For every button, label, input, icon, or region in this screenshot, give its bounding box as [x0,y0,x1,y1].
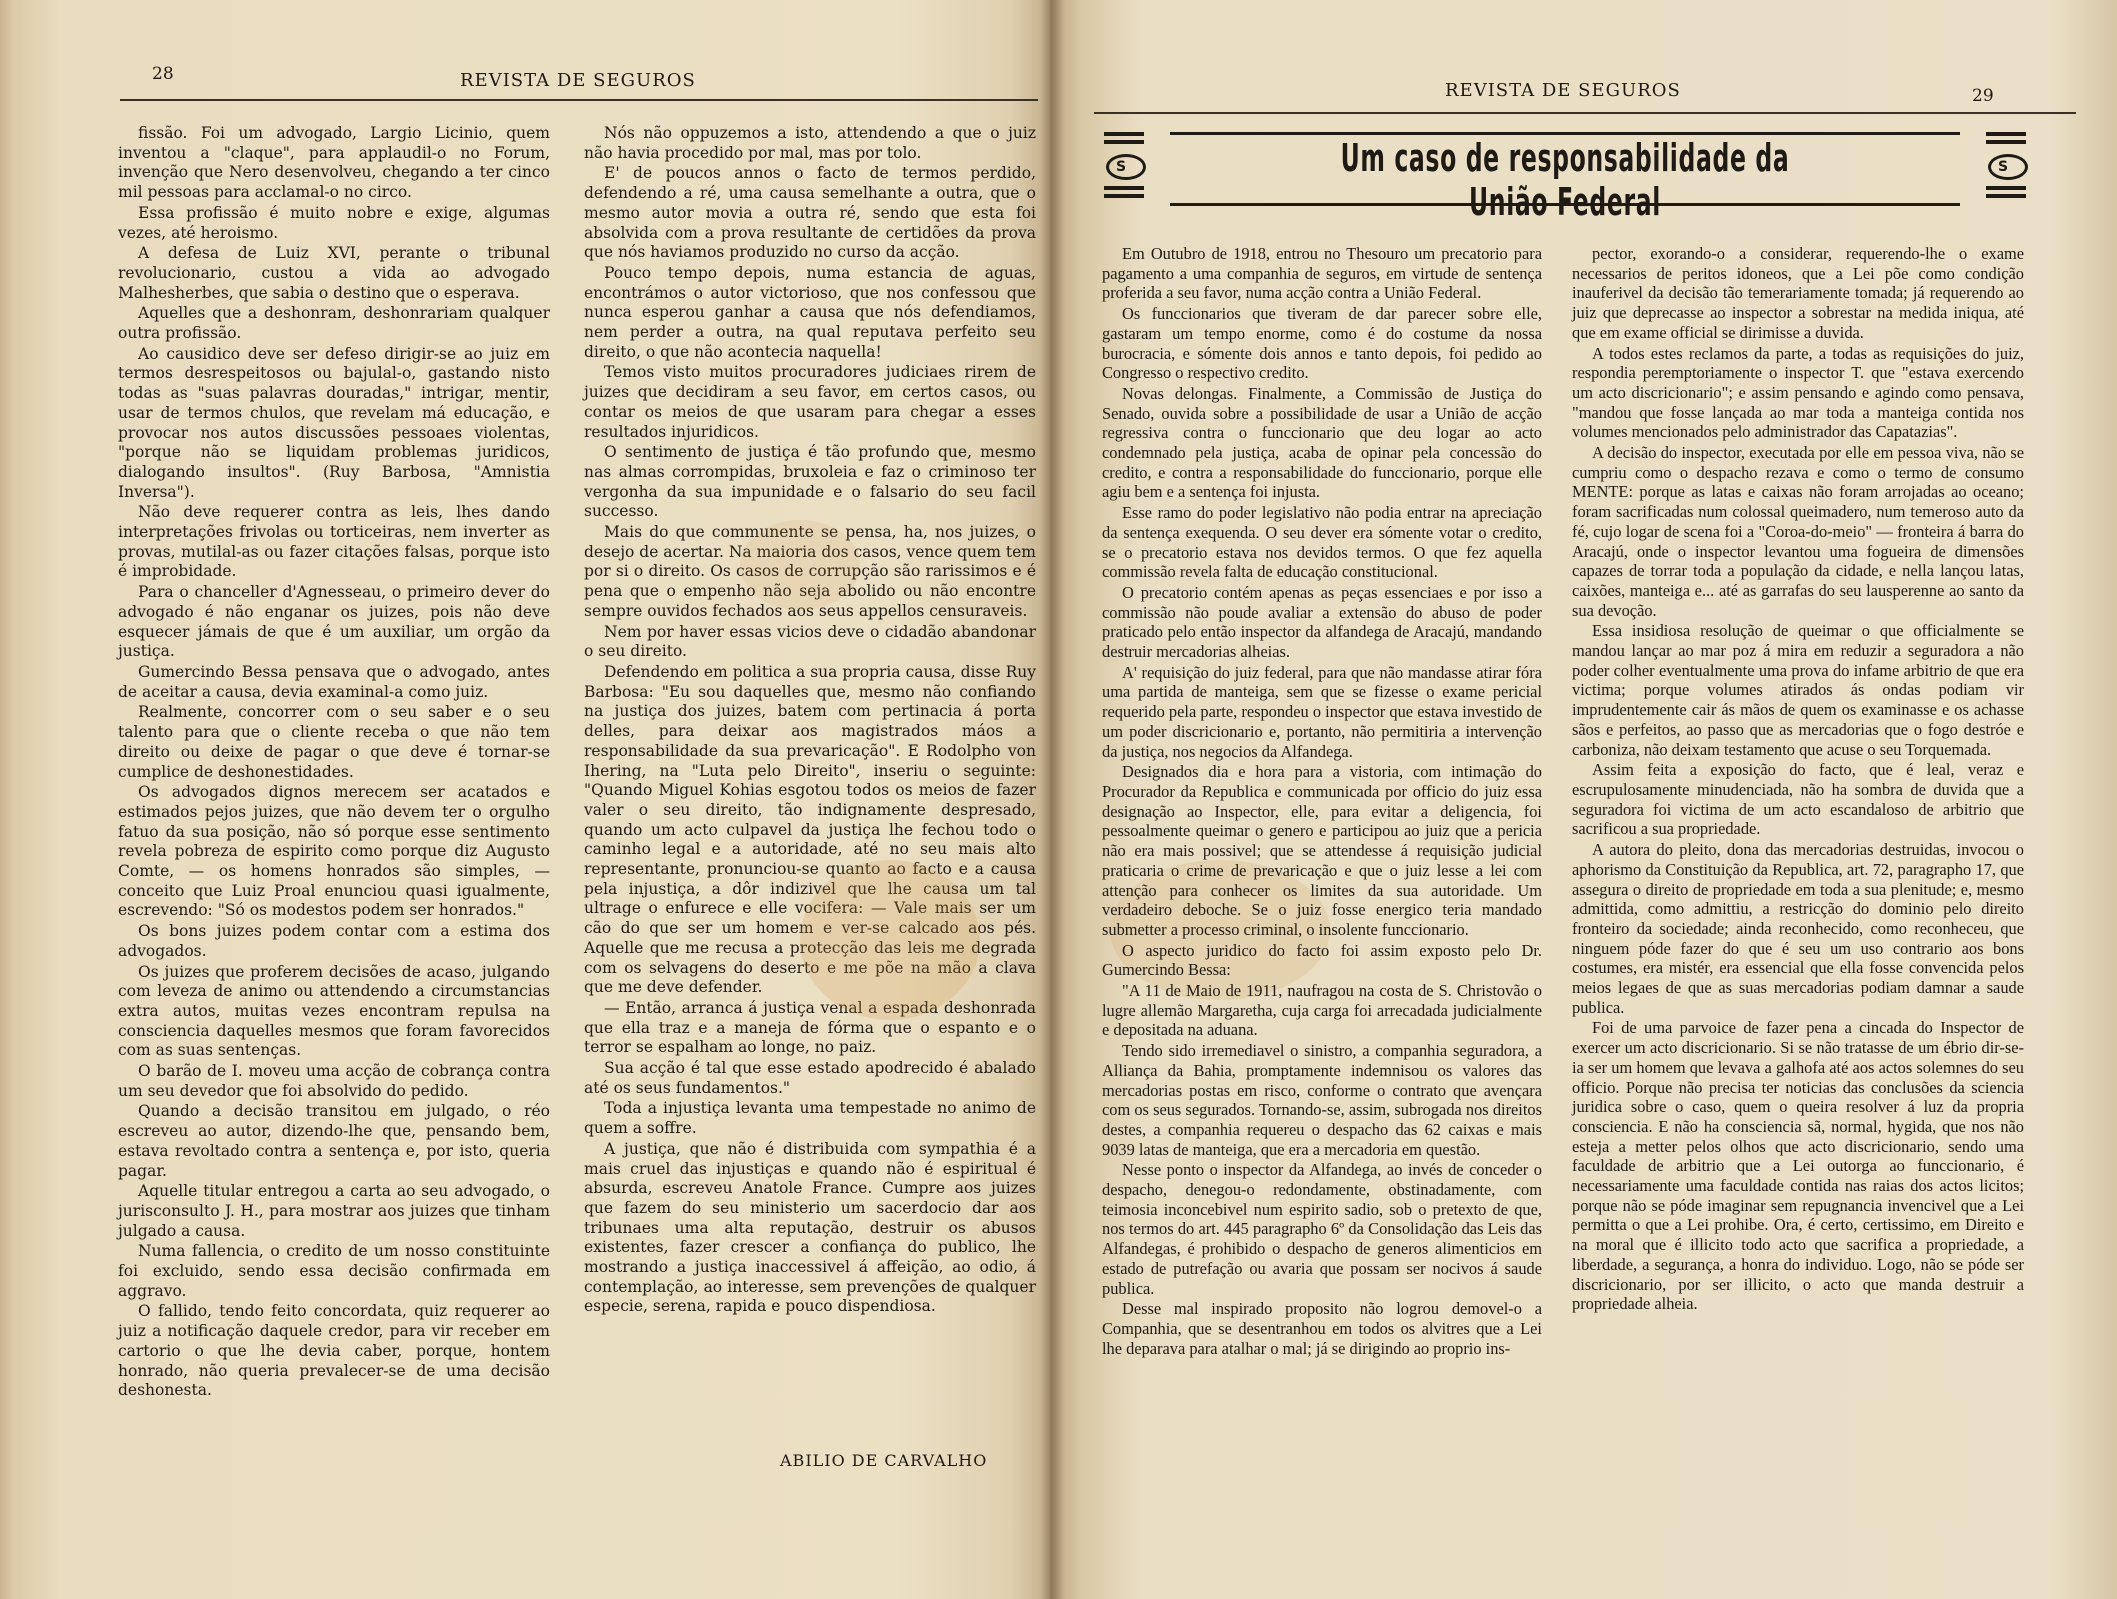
paragraph: Quando a decisão transitou em julgado, o réo escreveu ao autor, dizendo-lhe que, pensando bem, estava revoltado contra a sentença e, por isto, queria pagar. [118,1102,550,1180]
paragraph: Realmente, concorrer com o seu saber e o seu talento para que o cliente receba o que não tem direito ou deixe de pagar o que deve é tornar-se cumplice de deshonestidades. [118,703,550,781]
paragraph: Pouco tempo depois, numa estancia de aguas, encontrámos o autor victorioso, que nos confessou que nunca esperou ganhar a causa que nós defendiamos, nem perder a outra, na qual reputava perfeito seu direito, o que não acontecia naquella! [584,263,1036,361]
paragraph: E' de poucos annos o facto de termos perdido, defendendo a ré, uma causa semelhante a outra, que o mesmo autor movia a outra ré, sendo que esta foi absolvida com a prova resultante de certidões da prova que nós haviamos produzido no curso da acção. [584,164,1036,262]
running-head: REVISTA DE SEGUROS [1445,80,1681,101]
article-column-1 [1102,244,1542,1359]
article-title-box [1100,122,2030,224]
paragraph: Ao causidico deve ser defeso dirigir-se ao juiz em termos desrespeitosos ou bajulal-o, gastando nisto todas as "suas palavras douradas," intrigar, mentir, usar de termos chulos, que revelam má educação, e provocar nos autos discussões pessoaes violentas, "porque não se liquidam problemas juridicos, dialogando insultos". (Ruy Barbosa, "Amnistia Inversa"). [118,344,550,501]
paragraph: Os bons juizes podem contar com a estima dos advogados. [118,922,550,960]
header-rule [1094,112,2076,114]
paragraph: Nesse ponto o inspector da Alfandega, ao invés de conceder o despacho, denegou-o redondamente, obstinadamente, com teimosia inconcebivel num espirito sadio, sob o pretexto de que, nos termos do art. 445 paragrapho 6º da Consolidação das Leis das Alfandegas, é prohibido o despacho de generos alimenticios em estado de putrefação ou avaria que possam ser nocivos á saude publica. [1102,1160,1542,1298]
paragraph: Nem por haver essas vicios deve o cidadão abandonar o seu direito. [584,622,1036,661]
paragraph: pector, exorando-o a considerar, requerendo-lhe o exame necessarios de peritos idoneos, que a Lei põe como condição inauferivel da decisão tão temerariamente tomada; já requerendo ao juiz que deprecasse ao inspector a sobrestar na medida iniqua, até que em exame official se dirimisse a duvida. [1572,244,2024,342]
paragraph: A' requisição do juiz federal, para que não mandasse atirar fóra uma partida de manteiga, sem que se fizesse o exame pericial requerido pela parte, respondeu o inspector que estava investido de um poder discricionario e, portanto, não permitiria a intervenção da justiça, nos negocios da Alfandega. [1102,662,1542,761]
paragraph: Toda a injustiça levanta uma tempestade no animo de quem a soffre. [584,1099,1036,1138]
paragraph: Essa profissão é muito nobre e exige, algumas vezes, até heroismo. [118,203,550,242]
left-page [0,0,1050,1599]
text-column-2 [584,124,1036,1318]
paper-stain [740,520,860,610]
paragraph: Aquelle titular entregou a carta ao seu advogado, o jurisconsulto J. H., para mostrar aos juizes que tinham julgado a causa. [118,1182,550,1240]
paragraph: Desse mal inspirado proposito não logrou demovel-o a Companhia, que se desentranhou em todos os alvitres que a Lei lhe deparava para atalhar o mal; já se dirigindo ao proprio ins- [1102,1299,1542,1358]
paragraph: O precatorio contém apenas as peças essenciaes e por isso a commissão não poude avaliar a extensão do abuso de poder praticado pelo então inspector da alfandega de Aracajú, mandando destruir mercadorias alheias. [1102,582,1542,662]
paragraph: — Então, arranca á justiça venal a espada deshonrada que ella traz e a maneja de fórma que o espanto e o terror se espalham ao longe, no paiz. [584,998,1036,1057]
paragraph: A todos estes reclamos da parte, a todas as requisições do juiz, respondia peremptoriamente o inspector T. que "estava exercendo um acto discricionario"; e assim pensando e agindo como pensava, "mandou que fosse lançada ao mar toda a manteiga contida nos volumes mencionados pelo administrador das Capatazias". [1572,343,2024,442]
paragraph: Tendo sido irremediavel o sinistro, a companhia seguradora, a Alliança da Bahia, promptamente indemnisou os valores das mercadorias postas em risco, conforme o contrato que avençara com os seus segurados. Tornando-se, assim, subrogada nos direitos destes, a companhia requereu o despacho das 62 caixas e mais 9039 latas de manteiga, que era a mercadoria em questão. [1102,1041,1542,1159]
paragraph: A justiça, que não é distribuida com sympathia é a mais cruel das injustiças e quando não é espiritual é absurda, escreveu Anatole France. Cumpre aos juizes que fazem do seu ministerio um sacerdocio dar aos tribunaes uma alta reputação, destruir os abusos existentes, fazer crescer a confiança do publico, lhe mostrando a justiça inaccessivel á affeição, ao odio, á contemplação, ao interesse, sem prevenções de qualquer especie, serena, rapida e pouco dispendiosa. [584,1139,1036,1316]
paragraph: A defesa de Luiz XVI, perante o tribunal revolucionario, custou a vida ao advogado Malhesherbes, que sabia o destino que o esperava. [118,244,550,302]
paragraph: Assim feita a exposição do facto, que é leal, veraz e escrupulosamente minudenciada, não ha sombra de duvida que a seguradora foi victima de um acto escandaloso de arbitrio que sacrificou a sua propriedade. [1572,760,2024,839]
running-head: REVISTA DE SEGUROS [460,70,696,91]
paragraph: O barão de I. moveu uma acção de cobrança contra um seu devedor que foi absolvido do pedido. [118,1062,550,1100]
paragraph: Essa insidiosa resolução de queimar o que officialmente se mandou lançar ao mar poz á mira em reduzir a seguradora a não poder colher eventualmente uma prova do infame arbitrio de que era victima; porque volumes atirados ás ondas podiam vir imprudentemente cair ás mãos de quem os examinasse e os achasse sãos e perfeitos, ao passo que as mercadorias que o fogo destróe e carboniza, não deixam testamento que acuse o seu Torquemada. [1572,621,2024,759]
ornament-right-icon: S [1982,126,2030,202]
paragraph: O aspecto juridico do facto foi assim exposto pelo Dr. Gumercindo Bessa: [1102,940,1542,980]
article-column-2 [1572,244,2024,1315]
paragraph: Mais do que communente se pensa, ha, nos juizes, o desejo de acertar. Na maioria dos casos, vence quem tem por si o direito. Os casos de corrupção são rarissimos e é pena que o empenho não seja abolido ou não encontre sempre ouvidos fechados aos seus appellos censuraveis. [584,523,1036,620]
paragraph: Para o chanceller d'Agnesseau, o primeiro dever do advogado é não enganar os juizes, pois não deve esquecer jámais de que é um auxiliar, um orgão da justiça. [118,583,550,661]
header-rule [120,99,1038,101]
paragraph: Defendendo em politica a sua propria causa, disse Ruy Barbosa: "Eu sou daquelles que, mesmo não confiando na justiça dos juizes, batem com pertinacia á porta delles, para deixar aos magistrados máos a responsabilidade da sua prevaricação". E Rodolpho von Ihering, na "Luta pelo Direito", inseriu o seguinte: "Quando Miguel Kohias esgotou todos os meios de fazer valer o seu direito, tão indignamente despresado, quando um acto culpavel da justiça lhe fechou todo o caminho legal e a autoridade, até no seu mais alto representante, pronunciou-se quanto ao facto e a causa pela injustiça, a dôr indizivel que lhe causa um tal ultrage o enfurece e elle vocifera: — Vale mais ser um cão do que ser um homem e ver-se calcado aos pés. Aquelle que me recusa a protecção das leis me degrada com os selvagens do deserto e me põe na mão a clava que me deve defender. [584,662,1036,997]
author-signature: ABILIO DE CARVALHO [780,1451,988,1470]
page-number: 28 [152,64,174,84]
paragraph: A autora do pleito, dona das mercadorias destruidas, invocou o aphorismo da Constituição da Republica, art. 72, paragrapho 17, que assegura o direito de propriedade em toda a sua plenitude; e, mesmo admittida, como admittiu, a restricção do dominio pelo direito fronteiro da sociedade; ainda reconhecido, como reconheceu, que ninguem póde fazer do que é seu um uso contrario aos bons costumes, era mistér, era essencial que ella fosse convencida pelos meios legaes de que as suas mercadorias podiam damnar a saude publica. [1572,840,2024,1017]
paragraph: Em Outubro de 1918, entrou no Thesouro um precatorio para pagamento a uma companhia de seguros, em virtude de sentença proferida a seu favor, numa acção contra a União Federal. [1102,244,1542,303]
article-title: Um caso de responsabilidade da União Federal [1340,136,1790,224]
paragraph: Numa fallencia, o credito de um nosso constituinte foi excluido, sendo essa decisão confirmada em aggravo. [118,1242,550,1300]
paragraph: Os juizes que proferem decisões de acaso, julgando com leveza de animo ou attendendo a circumstancias extra autos, muitas vezes encontram repulsa na consciencia daquelles mesmos que foram favorecidos com as suas sentenças. [118,962,550,1060]
paragraph: "A 11 de Maio de 1911, naufragou na costa de S. Christovão o lugre allemão Margaretha, cuja carga foi arrecadada judicialmente e depositada na aduana. [1102,981,1542,1040]
text-column-1 [118,124,550,1402]
paper-stain [800,860,980,1020]
page-number: 29 [1972,86,1994,106]
paragraph: Não deve requerer contra as leis, lhes dando interpretações frivolas ou torticeiras, nem inverter as provas, mutilal-as ou fazer citações falsas, porque isto é improbidade. [118,503,550,581]
paragraph: Gumercindo Bessa pensava que o advogado, antes de aceitar a causa, devia examinal-a como juiz. [118,662,550,701]
paragraph: Foi de uma parvoice de fazer pena a cincada do Inspector de exercer um acto discricionario. Si se não tratasse de um ébrio dir-se-ia ser um homem que levava a galhofa até aos actos solemnes do seu officio. Porque não precisa ter noticias das conclusões da sciencia juridica sobre o caso, quem o queira resolver á luz da propria consciencia. E não ha consciencia sã, normal, hygida, que nos não esteja a metter pelos olhos que acto discricionario, sendo uma faculdade de arbitrio que a Lei outorga ao funccionario, é necessariamente uma faculdade contida nas raias dos actos licitos; porque não se póde imaginar sem repugnancia invencivel que a Lei permitta o que a Lei prohibe. Ora, é certo, certissimo, em Direito e na moral que é illicito todo acto que sacrifica a propriedade, a liberdade, a segurança, a honra do individuo. Logo, não se póde ser discricionario, por ser illicito, o acto que manda destruir a propriedade alheia. [1572,1018,2024,1314]
paragraph: Designados dia e hora para a vistoria, com intimação do Procurador da Republica e communicada por officio do juiz essa designação ao Inspector, elle, para evitar a deligencia, foi pessoalmente queimar o genero e participou ao juiz que a pericia não era mais possivel; que se attendesse á requisição judicial praticaria o crime de prevaricação e que o juiz lesse a lei com attenção para conhecer os limites da sua autoridade. Um verdadeiro deboche. Se o juiz fosse energico teria mandado submetter a processo criminal, o insolente funccionario. [1102,762,1542,939]
paragraph: Sua acção é tal que esse estado apodrecido é abalado até os seus fundamentos." [584,1059,1036,1097]
paragraph: Aquelles que a deshonram, deshonrariam qualquer outra profissão. [118,304,550,343]
paragraph: O sentimento de justiça é tão profundo que, mesmo nas almas corrompidas, bruxoleia e faz o criminoso ter vergonha da sua impunidade e o falsario do seu facil successo. [584,443,1036,521]
paragraph: fissão. Foi um advogado, Largio Licinio, quem inventou a "claque", para applaudil-o no Forum, invenção que Nero desenvolveu, chegando a ter cinco mil pessoas para acclamal-o no circo. [118,124,550,202]
paragraph: Os advogados dignos merecem ser acatados e estimados pejos juizes, que não devem ter o orgulho fatuo da sua posição, não só porque esse sentimento revela pobreza de espirito como porque diz Augusto Comte, — os homens honrados são simples, — conceito que Luiz Proal enunciou quasi igualmente, escrevendo: "Só os modestos podem ser honrados." [118,783,550,920]
paragraph: Novas delongas. Finalmente, a Commissão de Justiça do Senado, ouvida sobre a possibilidade de usar a União de acção regressiva contra o funccionario que deu logar ao acto condemnado pela justiça, acaba de opinar pela concessão do credito, e contra a responsabilidade do funccionario, porque elle agiu bem e a sentença foi injusta. [1102,383,1542,502]
book-gutter [1040,0,1064,1599]
paragraph: O fallido, tendo feito concordata, quiz requerer ao juiz a notificação daquele credor, para vir receber em cartorio o que lhe devia caber, porque, hontem honrado, não queria prevalecer-se de uma decisão deshonesta. [118,1302,550,1400]
paragraph: Nós não oppuzemos a isto, attendendo a que o juiz não havia procedido por mal, mas por tolo. [584,124,1036,162]
paragraph: Temos visto muitos procuradores judiciaes rirem de juizes que decidiram a seu favor, em certos casos, ou contar os meios de que usaram para chegar a esses resultados injuridicos. [584,363,1036,441]
ornament-left-icon: S [1100,126,1148,202]
paragraph: A decisão do inspector, executada por elle em pessoa viva, não se cumpriu como o despacho rezava e como o termo de consumo MENTE: porque as latas e caixas não foram arrojadas ao oceano; foram sacrificadas num colossal queimadero, num temeroso auto da fé, cujo logar de scena foi a "Coroa-do-meio" — fronteira á barra do Aracajú, onde o inspector levantou uma fogueira de dimensões capazes de torrar toda a população da cidade, e nella lançou latas, caixões, manteiga e... até as garrafas do seu lausperenne ao santo da sua devoção. [1572,443,2024,620]
paragraph: Os funccionarios que tiveram de dar parecer sobre elle, gastaram um tempo enorme, como é do costume da nossa burocracia, e sómente dois annos e tanto depois, foi pedido ao Congresso o respectivo credito. [1102,304,1542,383]
paragraph: Esse ramo do poder legislativo não podia entrar na apreciação da sentença exequenda. O seu dever era sómente votar o credito, se o precatorio estava nos devidos termos. O que fez aquella commissão revela falta de educação constitucional. [1102,503,1542,582]
